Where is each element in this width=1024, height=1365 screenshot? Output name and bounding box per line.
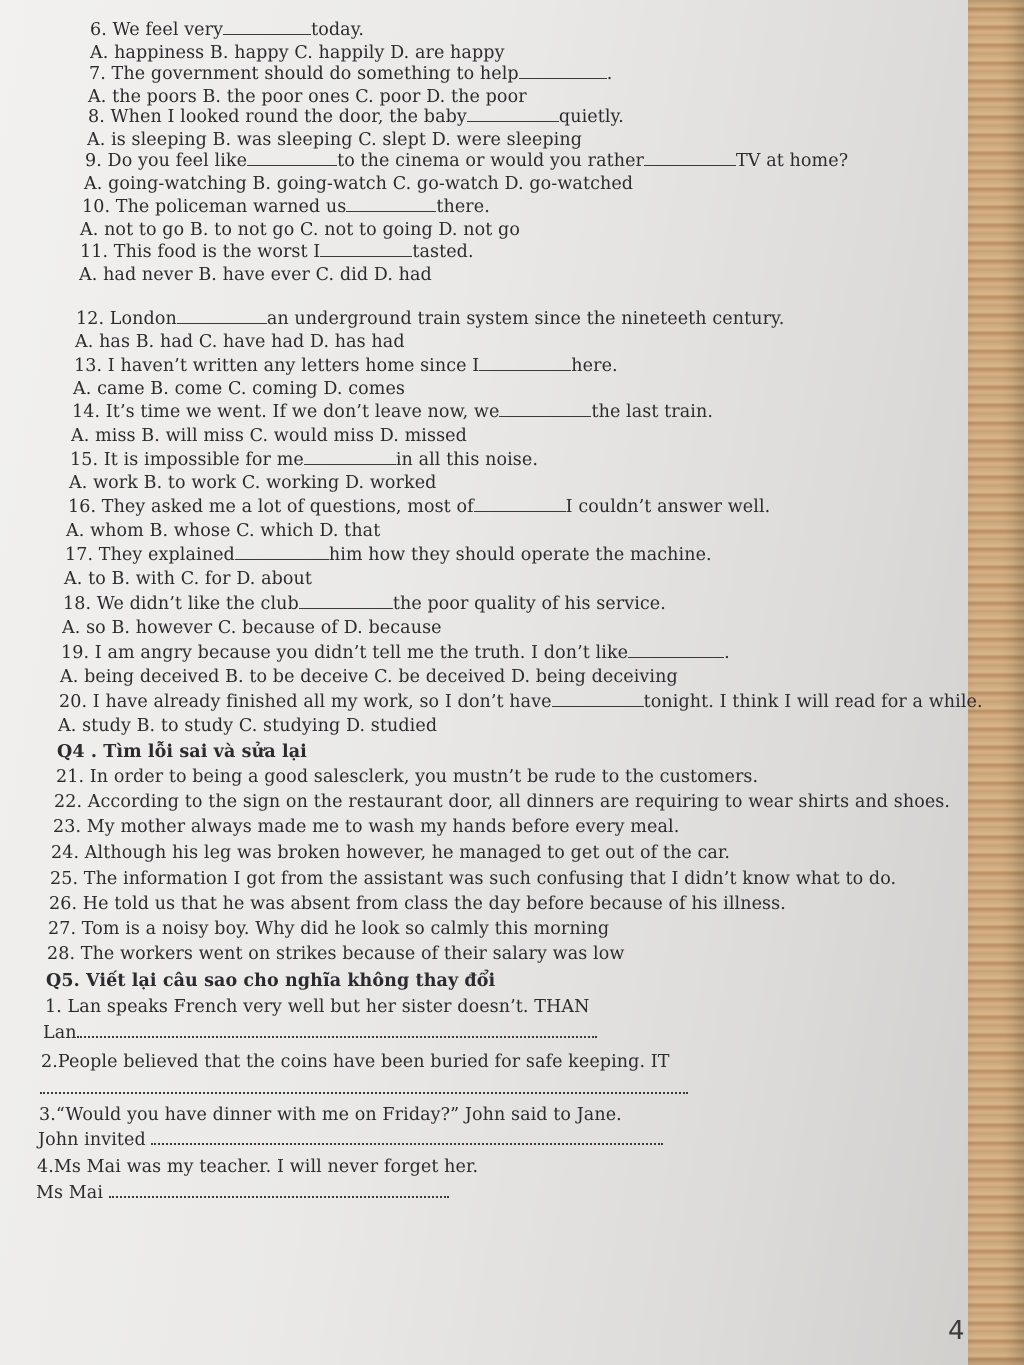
question-28: 28. The workers went on strikes because of their salary was low bbox=[47, 944, 625, 964]
question-27: 27. Tom is a noisy boy. Why did he look so calmly this morning bbox=[48, 919, 610, 939]
answer-dotted-line bbox=[109, 1182, 449, 1198]
question-20: 20. I have already finished all my work, so I don’t have tonight. I think I will read for a while. bbox=[59, 692, 983, 712]
answer-blank bbox=[519, 63, 607, 79]
question-22: 22. According to the sign on the restaurant door, all dinners are requiring to wear shirts and shoes. bbox=[54, 792, 951, 812]
question-8-options: A. is sleeping B. was sleeping C. slept D. were sleeping bbox=[87, 130, 583, 150]
answer-blank bbox=[499, 401, 591, 417]
rewrite-3: 3.“Would you have dinner with me on Friday?” John said to Jane. bbox=[39, 1105, 622, 1125]
answer-blank bbox=[235, 544, 329, 560]
question-25: 25. The information I got from the assistant was such confusing that I didn’t know what to do. bbox=[50, 869, 897, 889]
answer-blank bbox=[628, 642, 724, 658]
question-13: 13. I haven’t written any letters home since I here. bbox=[74, 356, 618, 376]
question-17-options: A. to B. with C. for D. about bbox=[64, 569, 313, 589]
answer-blank bbox=[299, 593, 393, 609]
question-24: 24. Although his leg was broken however, he managed to get out of the car. bbox=[51, 843, 731, 863]
question-11-options: A. had never B. have ever C. did D. had bbox=[79, 265, 432, 285]
question-13-options: A. came B. come C. coming D. comes bbox=[73, 379, 406, 399]
answer-blank bbox=[304, 449, 396, 465]
question-12: 12. London an underground train system since the nineteeth century. bbox=[76, 309, 785, 329]
question-18: 18. We didn’t like the club the poor quality of his service. bbox=[63, 594, 666, 614]
question-26: 26. He told us that he was absent from class the day before because of his illness. bbox=[49, 894, 786, 914]
answer-blank bbox=[177, 308, 267, 324]
answer-blank bbox=[346, 196, 436, 212]
question-15-options: A. work B. to work C. working D. worked bbox=[69, 473, 437, 493]
section-q5-heading: Q5. Viết lại câu sao cho nghĩa không thay đổi bbox=[46, 971, 496, 991]
question-14: 14. It’s time we went. If we don’t leave now, we the last train. bbox=[72, 402, 714, 422]
question-12-options: A. has B. had C. have had D. has had bbox=[75, 332, 405, 352]
page-number: 4 bbox=[948, 1316, 965, 1346]
question-6-options: A. happiness B. happy C. happily D. are happy bbox=[90, 43, 505, 63]
question-7-options: A. the poors B. the poor ones C. poor D. the poor bbox=[88, 87, 527, 107]
answer-blank bbox=[474, 496, 566, 512]
question-6: 6. We feel very today. bbox=[90, 20, 365, 40]
question-17: 17. They explained him how they should operate the machine. bbox=[65, 545, 712, 565]
question-16-options: A. whom B. whose C. which D. that bbox=[66, 521, 381, 541]
question-9-options: A. going-watching B. going-watch C. go-watch D. go-watched bbox=[84, 174, 634, 194]
question-19-options: A. being deceived B. to be deceive C. be deceived D. being deceiving bbox=[60, 667, 678, 687]
answer-blank bbox=[467, 106, 559, 122]
answer-blank bbox=[247, 150, 337, 166]
question-10: 10. The policeman warned us there. bbox=[82, 197, 490, 217]
rewrite-4-answer: Ms Mai bbox=[36, 1182, 449, 1204]
question-18-options: A. so B. however C. because of D. because bbox=[62, 618, 442, 638]
rewrite-4: 4.Ms Mai was my teacher. I will never forget her. bbox=[37, 1157, 479, 1177]
answer-blank bbox=[644, 150, 736, 166]
question-10-options: A. not to go B. to not go C. not to going D. not go bbox=[80, 220, 520, 240]
question-7: 7. The government should do something to help . bbox=[89, 64, 613, 84]
rewrite-2: 2.People believed that the coins have been buried for safe keeping. IT bbox=[41, 1052, 670, 1072]
rewrite-1: 1. Lan speaks French very well but her sister doesn’t. THAN bbox=[45, 997, 590, 1017]
answer-dotted-line bbox=[40, 1078, 688, 1094]
section-q4-heading: Q4 . Tìm lỗi sai và sửa lại bbox=[57, 742, 307, 762]
question-9: 9. Do you feel like to the cinema or would you rather TV at home? bbox=[85, 151, 849, 171]
answer-blank bbox=[552, 691, 644, 707]
answer-dotted-line bbox=[77, 1022, 597, 1038]
question-19: 19. I am angry because you didn’t tell me the truth. I don’t like . bbox=[61, 643, 730, 663]
question-8: 8. When I looked round the door, the baby quietly. bbox=[88, 107, 624, 127]
question-16: 16. They asked me a lot of questions, most of I couldn’t answer well. bbox=[68, 497, 771, 517]
answer-blank bbox=[479, 355, 571, 371]
rewrite-2-answer bbox=[40, 1078, 688, 1100]
answer-blank bbox=[320, 241, 412, 257]
rewrite-1-answer: Lan bbox=[43, 1022, 597, 1044]
question-11: 11. This food is the worst I tasted. bbox=[80, 242, 474, 262]
question-21: 21. In order to being a good salesclerk, you mustn’t be rude to the customers. bbox=[56, 767, 759, 787]
question-23: 23. My mother always made me to wash my hands before every meal. bbox=[53, 817, 680, 837]
question-14-options: A. miss B. will miss C. would miss D. missed bbox=[71, 426, 467, 446]
question-15: 15. It is impossible for me in all this noise. bbox=[70, 450, 539, 470]
answer-dotted-line bbox=[151, 1129, 663, 1145]
rewrite-3-answer: John invited bbox=[38, 1129, 663, 1151]
question-20-options: A. study B. to study C. studying D. studied bbox=[58, 716, 438, 736]
answer-blank bbox=[223, 19, 311, 35]
